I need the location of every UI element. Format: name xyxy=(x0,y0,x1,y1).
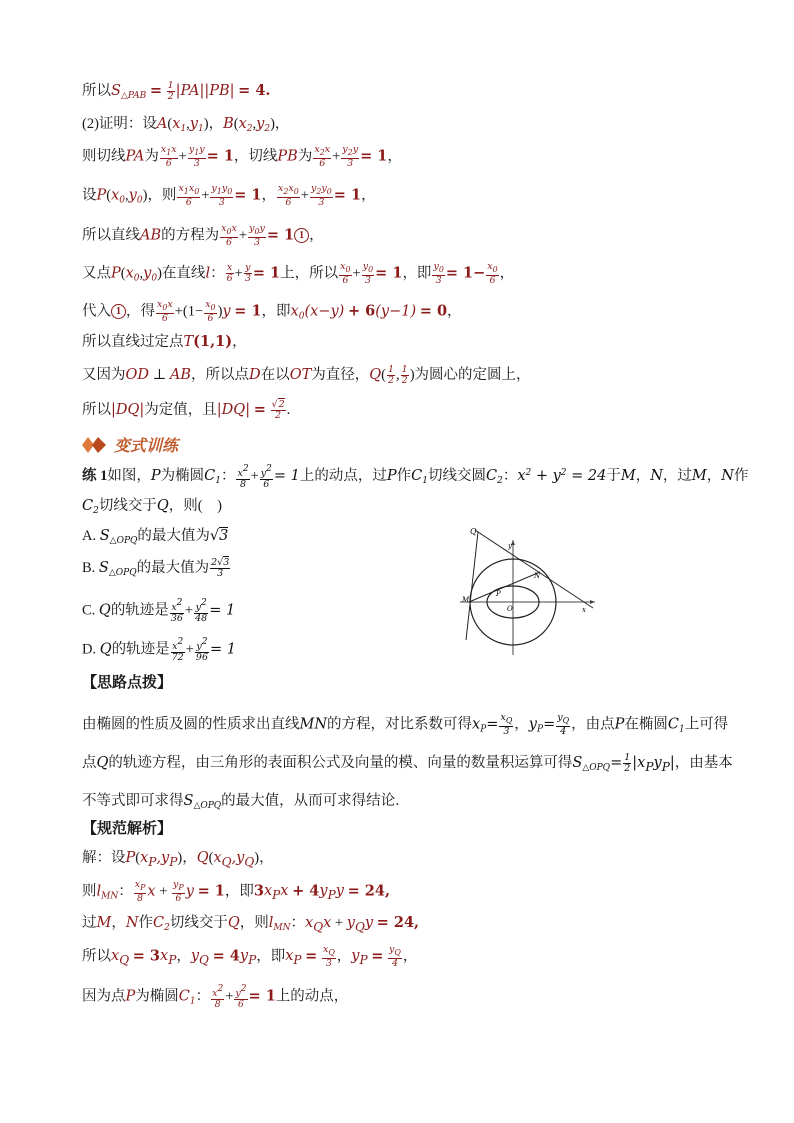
text: ，由点 xyxy=(571,716,615,733)
text: 于 xyxy=(606,468,621,484)
text: 为 xyxy=(297,148,313,165)
label-m: M xyxy=(462,596,470,604)
text: = 4. xyxy=(238,82,271,99)
text: 则切线 xyxy=(82,148,126,165)
text: 过 xyxy=(82,915,97,931)
text: ，过 xyxy=(662,468,692,484)
text: 为椭圆 xyxy=(160,468,205,484)
text: ，所以点 xyxy=(191,367,250,383)
diamond-icon xyxy=(82,436,110,454)
option-letter: D. xyxy=(82,641,97,658)
geometry-figure xyxy=(450,520,610,660)
text: ，得 xyxy=(126,303,155,320)
text: 上的动点， xyxy=(275,988,349,1005)
text: 的轨迹是 xyxy=(111,641,170,658)
label-p: P xyxy=(496,590,501,598)
hint-p3: 不等式即可求得$S_{\triangle OPQ}$的最大值，从而可求得结论． xyxy=(82,793,410,811)
text: 又点 xyxy=(82,265,111,282)
label-y: y xyxy=(508,542,512,550)
line-point-on-l: 又点$P(x_0,y_0)$在直线l： $\frac{x}{6}$ + $\frac{y}{3}$ = 1上，所以 $\frac{x_0}{6}$ + $\frac{y_0}{3}$ = 1，即 $\frac{y_0}{3}$ = 1− $\frac{x_0}{6}$ ， xyxy=(82,261,515,286)
text: 为 xyxy=(144,148,159,165)
text: (2)证明：设 xyxy=(82,116,157,132)
line-ab-equation: 所以直线AB的方程为 $\frac{x_0x}{6}$ + $\frac{y_0y}{3}$ = 1 1 ， xyxy=(82,223,324,248)
text: 所以直线过定点 xyxy=(82,334,184,350)
option-letter: B. xyxy=(82,560,96,576)
text: 代入 xyxy=(82,303,111,320)
text: 为圆心的定圆上， xyxy=(414,367,531,383)
solution-s1: 解：设$P(x_P,y_P)$，$Q(x_Q,y_Q)$， xyxy=(82,850,274,869)
text: 的方程为 xyxy=(161,227,220,244)
label-n: N xyxy=(534,572,541,580)
line-substitute: 代入 1 ，得 $\frac{x_0x}{6}$ +(1− $\frac{x_0}{6}$ )y = 1，即$x_0(x-y) + 6(y-1) = 0$， xyxy=(82,299,462,324)
option-c[interactable]: C. Q的轨迹是 $\frac{x^2}{36}$ + $\frac{y^2}{48}$ = 1 xyxy=(82,598,236,624)
text: 切线交于 xyxy=(169,915,228,931)
line-circle: 又因为OD ⊥ AB，所以点D在以OT为直径，Q( $\frac{1}{2}$ , $\frac{1}{2}$ )为圆心的定圆上， xyxy=(82,364,531,387)
problem-line1: 练 1如图，P为椭圆$C_1$： $\frac{x^2}{8}$ + $\frac{y^2}{6}$ = 1上的动点，过P作$C_1$切线交圆$C_2$：$x^2 + y^2 = 24$于M，N，过M，N作 xyxy=(82,463,749,490)
text: 的轨迹方程，由三角形的表面积公式及向量的模、向量的数量积运算可得 xyxy=(108,755,573,771)
text: 作 xyxy=(733,468,749,484)
text: ，即 xyxy=(261,303,291,320)
text: 不等式即可求得 xyxy=(82,793,184,809)
line-dq: 所以|DQ|为定值，且|DQ| = $\frac{√2}{2}$ . xyxy=(82,399,291,422)
line-proof-start: (2)证明：设$A(x_1,y_1)$，$B(x_2,y_2)$， xyxy=(82,116,290,134)
text: 作 xyxy=(396,468,412,484)
text: ，由基本 xyxy=(674,755,733,771)
section-banner xyxy=(82,433,178,456)
text: ，则( ) xyxy=(168,498,222,514)
text: 为定值，且 xyxy=(144,402,217,418)
text: 所以 xyxy=(82,83,111,99)
option-d[interactable]: D. Q的轨迹是 $\frac{x^2}{72}$ + $\frac{y^2}{96}$ = 1 xyxy=(82,637,236,663)
text: ，即 xyxy=(224,883,254,900)
solution-s3: 过M，N作$C_2$切线交于Q，则$l_{MN}$：$x_Qx + y_Qy = 24$, xyxy=(82,914,420,934)
line-fixed-point: 所以直线过定点T(1,1)， xyxy=(82,333,247,350)
text: ，则 xyxy=(147,187,177,204)
label-x: x xyxy=(582,606,586,614)
label-o: O xyxy=(507,605,513,613)
text: 的轨迹是 xyxy=(110,602,169,619)
solution-s5: 因为点P为椭圆$C_1$： $\frac{x^2}{8}$ + $\frac{y^2}{6}$ = 1上的动点， xyxy=(82,984,349,1010)
text: 点 xyxy=(82,755,97,771)
text: 解：设 xyxy=(82,850,126,866)
text: ，即 xyxy=(402,265,432,282)
solution-s4: 所以$x_Q = 3x_P$，$y_Q = 4y_P$，即$x_P$ = $\frac{x_Q}{3}$ ，$y_P$ = $\frac{y_Q}{4}$ ， xyxy=(82,944,418,969)
text: 上的动点，过 xyxy=(299,468,387,484)
line-set-p: 设$P(x_0,y_0)$，则 $\frac{x_1x_0}{6}$ + $\frac{y_1y_0}{3}$ = 1， $\frac{x_2x_0}{6}$ + $\frac{y_2y_0}{3}$ = 1， xyxy=(82,183,376,208)
text: 的最大值，从而可求得结论． xyxy=(221,793,410,809)
text: 在以 xyxy=(260,367,290,383)
line-area-pab: 所以$S_{\triangle PAB}$ = $\frac{1}{2}$ |PA||PB| = 4. xyxy=(82,80,271,103)
text: 在椭圆 xyxy=(624,716,668,733)
text: 所以 xyxy=(82,948,111,965)
option-letter: C. xyxy=(82,602,96,619)
text: 由椭圆的性质及圆的性质求出直线 xyxy=(82,716,300,733)
text: 的方程，对比系数可得 xyxy=(327,716,473,733)
text: ，则 xyxy=(239,915,269,931)
text: 又因为 xyxy=(82,367,126,383)
text: 的最大值为 xyxy=(137,528,210,544)
text: 的最大值为 xyxy=(136,560,210,576)
hint-p1: 由椭圆的性质及圆的性质求出直线MN的方程，对比系数可得$x_P=$ $\frac{x_Q}{3}$ ，$y_P=$ $\frac{y_Q}{4}$ ，由点P在椭圆$C_1$上可得 xyxy=(82,712,729,737)
text: 如图， xyxy=(107,468,151,484)
option-letter: A. xyxy=(82,528,97,544)
hint-heading: 【思路点拨】 xyxy=(82,673,173,691)
label-q: Q xyxy=(470,527,477,536)
text: 为直径， xyxy=(311,367,370,383)
text: 所以 xyxy=(82,402,111,418)
text: 为椭圆 xyxy=(135,988,179,1005)
hint-p2: 点Q的轨迹方程，由三角形的表面积公式及向量的模、向量的数量积运算可得$S_{\triangle OPQ}=$ $\frac{1}{2}$ $|x_Py_P|$，由基本 xyxy=(82,752,733,775)
text: 切线交于 xyxy=(98,498,157,514)
solution-heading: 【规范解析】 xyxy=(82,819,173,837)
text: 所以直线 xyxy=(82,227,140,244)
text: ，切线 xyxy=(233,148,278,165)
line-tangents: 则切线PA为 $\frac{x_1x}{6}$ + $\frac{y_1y}{3}$ = 1，切线PB为 $\frac{x_2x}{6}$ + $\frac{y_2y}{3}$ = 1， xyxy=(82,144,402,169)
option-b[interactable]: B. $S_{\triangle OPQ}$的最大值为 $\frac{2√3}{3}$ xyxy=(82,557,230,580)
banner-title: 变式训练 xyxy=(114,436,179,455)
text: 切线交圆 xyxy=(427,468,486,484)
text: 作 xyxy=(138,915,154,931)
text: 在直线 xyxy=(161,265,206,282)
line-mn xyxy=(469,572,540,602)
text: 上，所以 xyxy=(280,265,339,282)
problem-line2: $C_2$切线交于Q，则( ) xyxy=(82,498,222,516)
text: ，即 xyxy=(256,948,286,965)
option-a[interactable]: A. $S_{\triangle OPQ}$的最大值为√3 xyxy=(82,528,229,546)
problem-label: 练 1 xyxy=(82,468,108,484)
solution-s2: 则$l_{MN}$： $\frac{x_P}{8}$ x + $\frac{y_P}{6}$ y = 1，即$3x_Px + 4y_Py = 24$, xyxy=(82,879,391,904)
text: 上可得 xyxy=(684,716,729,733)
text: 设 xyxy=(82,187,97,204)
tangent-n xyxy=(475,530,593,608)
text: 则 xyxy=(82,883,97,900)
text: 因为点 xyxy=(82,988,126,1005)
